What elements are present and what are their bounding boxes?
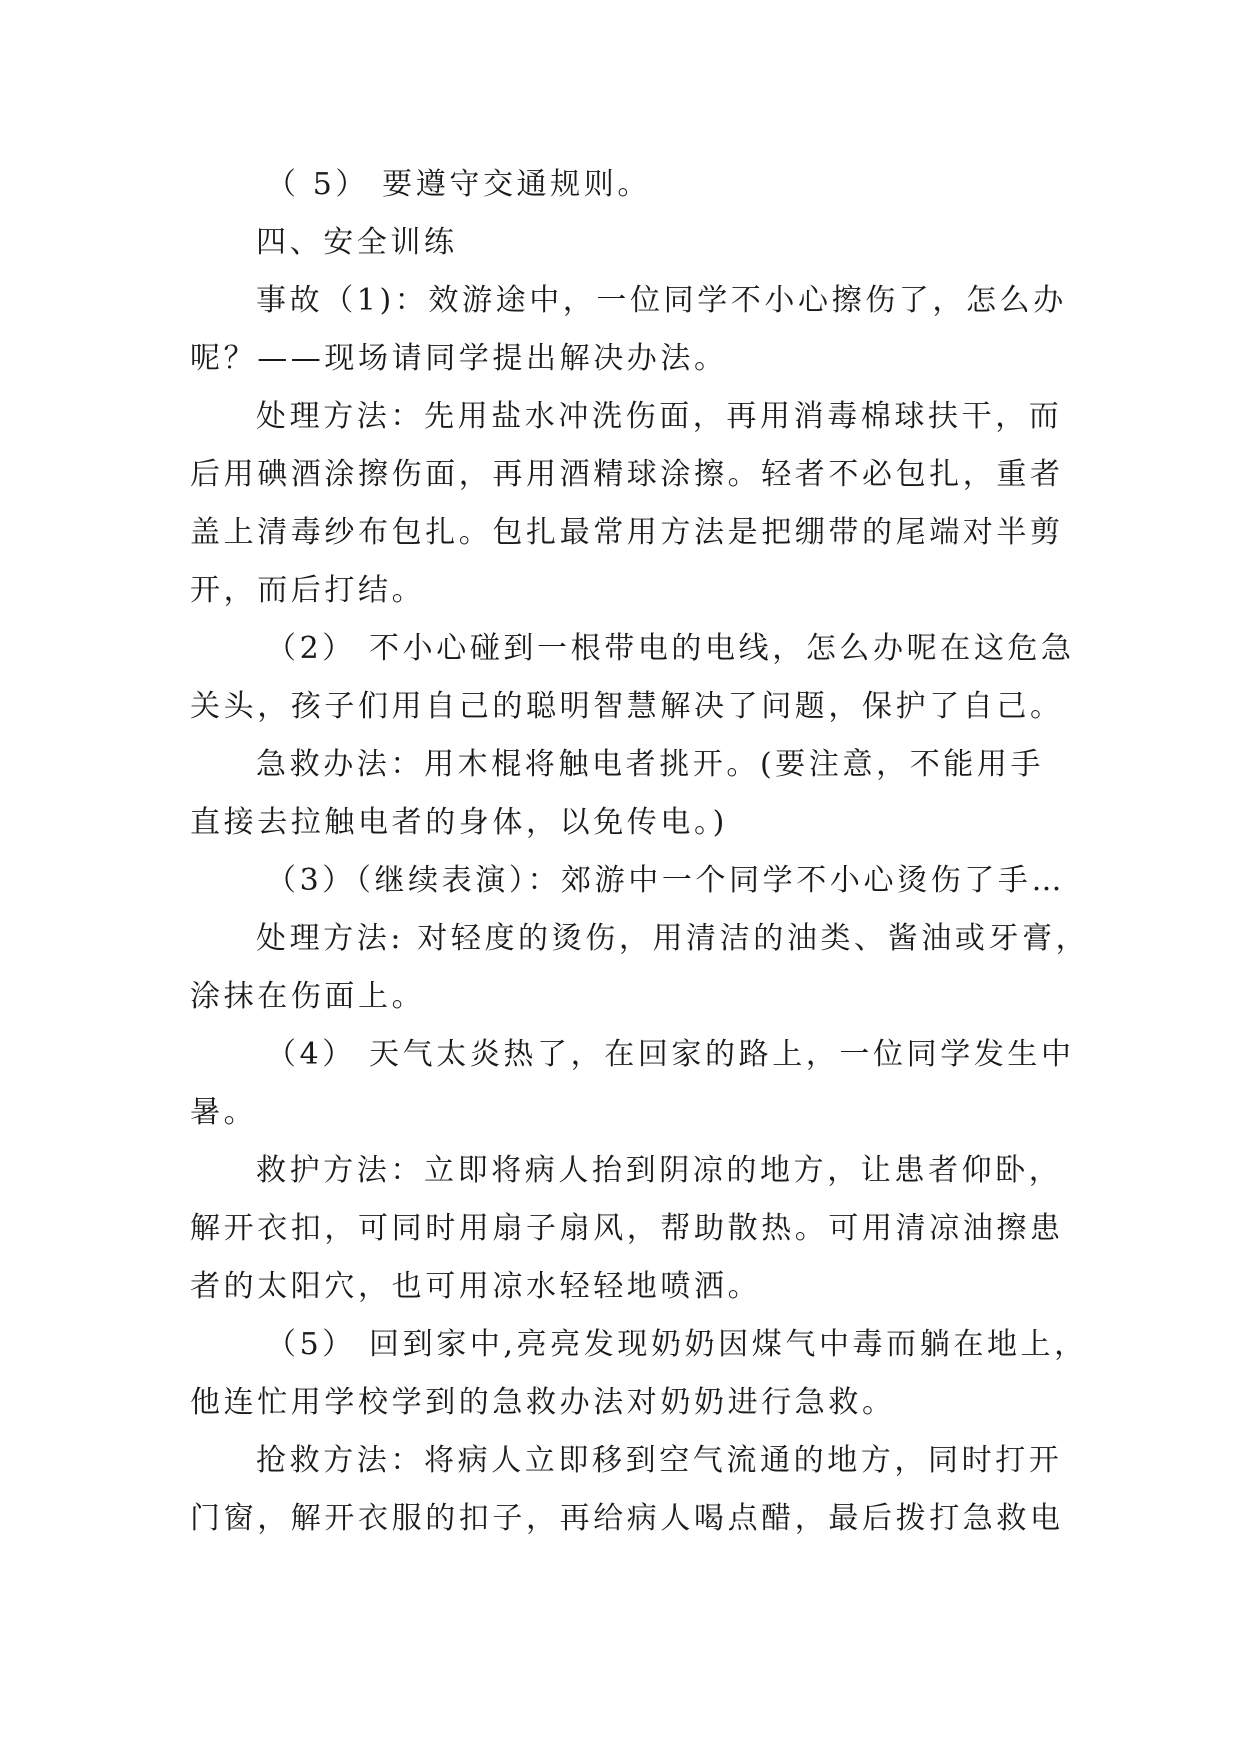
paragraph-line: 后用碘酒涂擦伤面，再用酒精球涂擦。轻者不必包扎，重者 bbox=[190, 457, 1064, 492]
paragraph-line: 救护方法：立即将病人抬到阴凉的地方，让患者仰卧， bbox=[256, 1153, 1063, 1188]
paragraph-line: 盖上清毒纱布包扎。包扎最常用方法是把绷带的尾端对半剪 bbox=[190, 515, 1064, 550]
paragraph-line: 事故（1)：效游途中，一位同学不小心擦伤了，怎么办 bbox=[256, 283, 1067, 318]
paragraph-line: 呢？——现场请同学提出解决办法。 bbox=[190, 341, 728, 376]
paragraph-line: 抢救方法：将病人立即移到空气流通的地方，同时打开 bbox=[256, 1443, 1063, 1478]
paragraph-line: 他连忙用学校学到的急救办法对奶奶进行急救。 bbox=[190, 1385, 896, 1420]
paragraph-line: 开，而后打结。 bbox=[190, 573, 426, 608]
paragraph-line: 处理方法: 对轻度的烫伤，用清洁的油类、酱油或牙膏， bbox=[256, 921, 1090, 956]
paragraph-line: 直接去拉触电者的身体，以免传电。) bbox=[190, 805, 728, 840]
paragraph-line: 涂抹在伤面上。 bbox=[190, 979, 426, 1014]
paragraph-line: （ 5） 要遵守交通规则。 bbox=[266, 167, 651, 202]
paragraph-line: （4） 天气太炎热了，在回家的路上，一位同学发生中 bbox=[266, 1037, 1075, 1072]
paragraph-line: （2） 不小心碰到一根带电的电线，怎么办呢在这危急 bbox=[266, 631, 1075, 666]
paragraph-line: 解开衣扣，可同时用扇子扇风，帮助散热。可用清凉油擦患 bbox=[190, 1211, 1064, 1246]
paragraph-line: 者的太阳穴，也可用凉水轻轻地喷洒。 bbox=[190, 1269, 762, 1304]
paragraph-line: （5） 回到家中,亮亮发现奶奶因煤气中毒而躺在地上， bbox=[266, 1327, 1088, 1362]
paragraph-line: （3）（继续表演）：郊游中一个同学不小心烫伤了手… bbox=[266, 863, 1066, 898]
paragraph-line: 急救办法：用木棍将触电者挑开。(要注意，不能用手 bbox=[256, 747, 1045, 782]
document-body bbox=[190, 156, 1090, 1548]
paragraph-line: 门窗，解开衣服的扣子，再给病人喝点醋，最后拨打急救电 bbox=[190, 1501, 1064, 1536]
paragraph-line: 暑。 bbox=[190, 1095, 258, 1130]
paragraph-line: 处理方法：先用盐水冲洗伤面，再用消毒棉球扶干，而 bbox=[256, 399, 1063, 434]
paragraph-line: 关头，孩子们用自己的聪明智慧解决了问题，保护了自己。 bbox=[190, 689, 1064, 724]
section-heading: 四、安全训练 bbox=[256, 225, 458, 260]
